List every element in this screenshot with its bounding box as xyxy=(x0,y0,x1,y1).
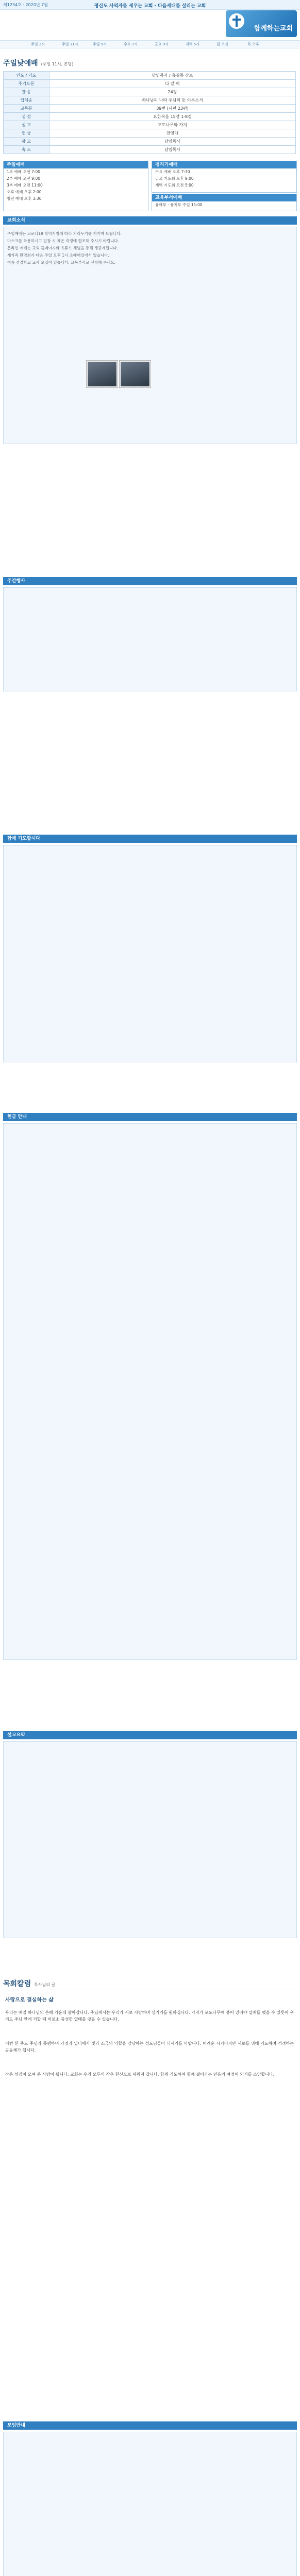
table-row xyxy=(4,138,296,146)
weekly-heading: 주간행사 xyxy=(3,577,297,585)
row-label: 찬 송 xyxy=(4,88,49,96)
news-item: 여름 성경학교 교사 모집이 있습니다. 교육부서로 신청해 주세요. xyxy=(7,260,115,265)
time-cell: 주일 9시 xyxy=(93,42,107,46)
worship-order-table xyxy=(3,71,296,154)
column-title xyxy=(3,1978,55,1989)
offering-panel xyxy=(3,1123,297,1660)
table-row xyxy=(4,80,296,88)
row-value: 담임목사 / 홍길동 장로 xyxy=(49,72,296,80)
schedule-row: 금요 기도회 오후 9:00 xyxy=(155,176,194,181)
schedule-row: 오후 예배 오후 2:00 xyxy=(7,190,42,194)
column-subtitle: 목사님의 글 xyxy=(34,1982,56,1987)
sermon-notes-panel xyxy=(3,1741,297,1938)
row-value: 다 같 이 xyxy=(49,80,296,88)
table-row xyxy=(4,129,296,138)
schedule-row: 청년 예배 오후 3:30 xyxy=(7,196,42,201)
row-label: 설 교 xyxy=(4,121,49,129)
church-name: 함께하는교회 xyxy=(254,25,293,32)
news-item: 새가족 환영회가 다음 주일 오후 1시 소예배실에서 있습니다. xyxy=(7,253,109,258)
row-label: 입례송 xyxy=(4,96,49,105)
row-label: 교독문 xyxy=(4,105,49,113)
row-value: 담임목사 xyxy=(49,146,296,154)
row-value: 하나님의 나라 주님의 뜻 이루소서 xyxy=(49,96,296,105)
time-cell: 금요 9시 xyxy=(155,42,169,46)
issue-number: 제1234호 · 2020년 7월 xyxy=(3,3,48,7)
table-row xyxy=(4,105,296,113)
weekday-schedule-box xyxy=(152,161,297,193)
row-label: 헌 금 xyxy=(4,129,49,138)
row-value: 요한복음 15장 1-8절 xyxy=(49,113,296,121)
schedule-row: 1부 예배 오전 7:00 xyxy=(7,170,40,174)
news-heading: 교회소식 xyxy=(3,216,297,225)
row-value: 39번 (시편 23편) xyxy=(49,105,296,113)
row-label: 광 고 xyxy=(4,138,49,146)
worship-subtitle: (주일 11시, 본당) xyxy=(41,62,74,66)
time-cell: 수요 7시 xyxy=(124,42,138,46)
church-slogan: 평신도 사역자를 세우는 교회 · 다음세대를 살리는 교회 xyxy=(94,4,206,9)
time-cell: 주일 11시 xyxy=(62,42,78,46)
schedule-row: 수요 예배 오후 7:30 xyxy=(155,170,190,174)
column-title-text: 목회칼럼 xyxy=(3,1980,31,1988)
box-heading: 청지기예배 xyxy=(152,161,296,168)
weekly-panel xyxy=(3,587,297,691)
row-value: 담임목사 xyxy=(49,138,296,146)
schedule-row: 새벽 기도회 오전 5:00 xyxy=(155,183,194,188)
box-heading: 주일예배 xyxy=(4,161,148,168)
schedule-row: 유아부 · 유치부 주일 11:00 xyxy=(155,202,203,207)
column-paragraph: 이번 한 주도 주님과 동행하며 가정과 일터에서 빛과 소금의 역할을 감당하는 성도님들이 되시기를 바랍니다. 어려운 시기이지만 서로를 위해 기도하며 격려하는 공동체가 됩시다. xyxy=(5,2041,294,2053)
table-row xyxy=(4,88,296,96)
schedule-row: 2부 예배 오전 9:00 xyxy=(7,176,40,181)
news-item: 주일예배는 코로나19 방역지침에 따라 거리두기를 지키며 드립니다. xyxy=(7,231,122,236)
table-row xyxy=(4,146,296,154)
member-photo xyxy=(120,361,151,387)
prayer-panel xyxy=(3,845,297,1062)
time-cell: 월 오전 xyxy=(216,42,228,46)
cross-horizontal xyxy=(232,19,241,21)
column-paragraph: 우리는 매일 하나님의 은혜 가운데 살아갑니다. 주님께서는 우리가 서로 사랑하며 섬기기를 원하십니다. 가지가 포도나무에 붙어 있어야 열매를 맺을 수 있듯이 우리도 주님 안에 거할 때 비로소 풍성한 열매를 맺을 수 있습니다. xyxy=(5,2010,294,2022)
meeting-heading: 모임안내 xyxy=(3,2421,297,2430)
row-label: 축 도 xyxy=(4,146,49,154)
row-value: 포도나무와 가지 xyxy=(49,121,296,129)
table-row xyxy=(4,121,296,129)
member-photo xyxy=(87,361,118,387)
worship-title-text: 주일낮예배 xyxy=(3,59,38,67)
table-row xyxy=(4,72,296,80)
news-item: 마스크를 착용하시고 입장 시 체온 측정에 협조해 주시기 바랍니다. xyxy=(7,239,120,243)
column-paragraph: 작은 섬김이 모여 큰 사랑이 됩니다. 교회는 우리 모두의 작은 헌신으로 세워져 갑니다. 함께 기도하며 함께 걸어가는 믿음의 여정이 되기를 소망합니다. xyxy=(5,2072,275,2077)
column-headline: 사랑으로 결실하는 삶 xyxy=(5,1997,54,2003)
worship-title xyxy=(3,58,73,68)
table-row xyxy=(4,113,296,121)
row-label: 주기도문 xyxy=(4,80,49,88)
news-item: 온라인 예배는 교회 홈페이지와 유튜브 채널을 통해 생중계됩니다. xyxy=(7,246,118,250)
table-row xyxy=(4,96,296,105)
prayer-heading: 함께 기도합시다 xyxy=(3,835,297,843)
service-times-strip xyxy=(0,40,300,48)
row-label: 인도 / 기도 xyxy=(4,72,49,80)
education-schedule-box xyxy=(152,194,297,211)
row-value: 24장 xyxy=(49,88,296,96)
row-value: 찬양대 xyxy=(49,129,296,138)
bulletin-header xyxy=(0,0,300,49)
time-cell: 새벽 5시 xyxy=(186,42,199,46)
box-heading: 교육부서예배 xyxy=(152,194,296,201)
row-label: 성 경 xyxy=(4,113,49,121)
time-cell: 주일 2시 xyxy=(31,42,45,46)
cross-vertical xyxy=(236,15,238,27)
meeting-panel xyxy=(3,2432,297,2576)
schedule-row: 3부 예배 오전 11:00 xyxy=(7,183,43,188)
time-cell: 화 오후 xyxy=(247,42,259,46)
sunday-schedule-box xyxy=(3,161,148,211)
sermon-notes-heading: 설교요약 xyxy=(3,1731,297,1739)
offering-heading: 헌금 안내 xyxy=(3,1113,297,1121)
